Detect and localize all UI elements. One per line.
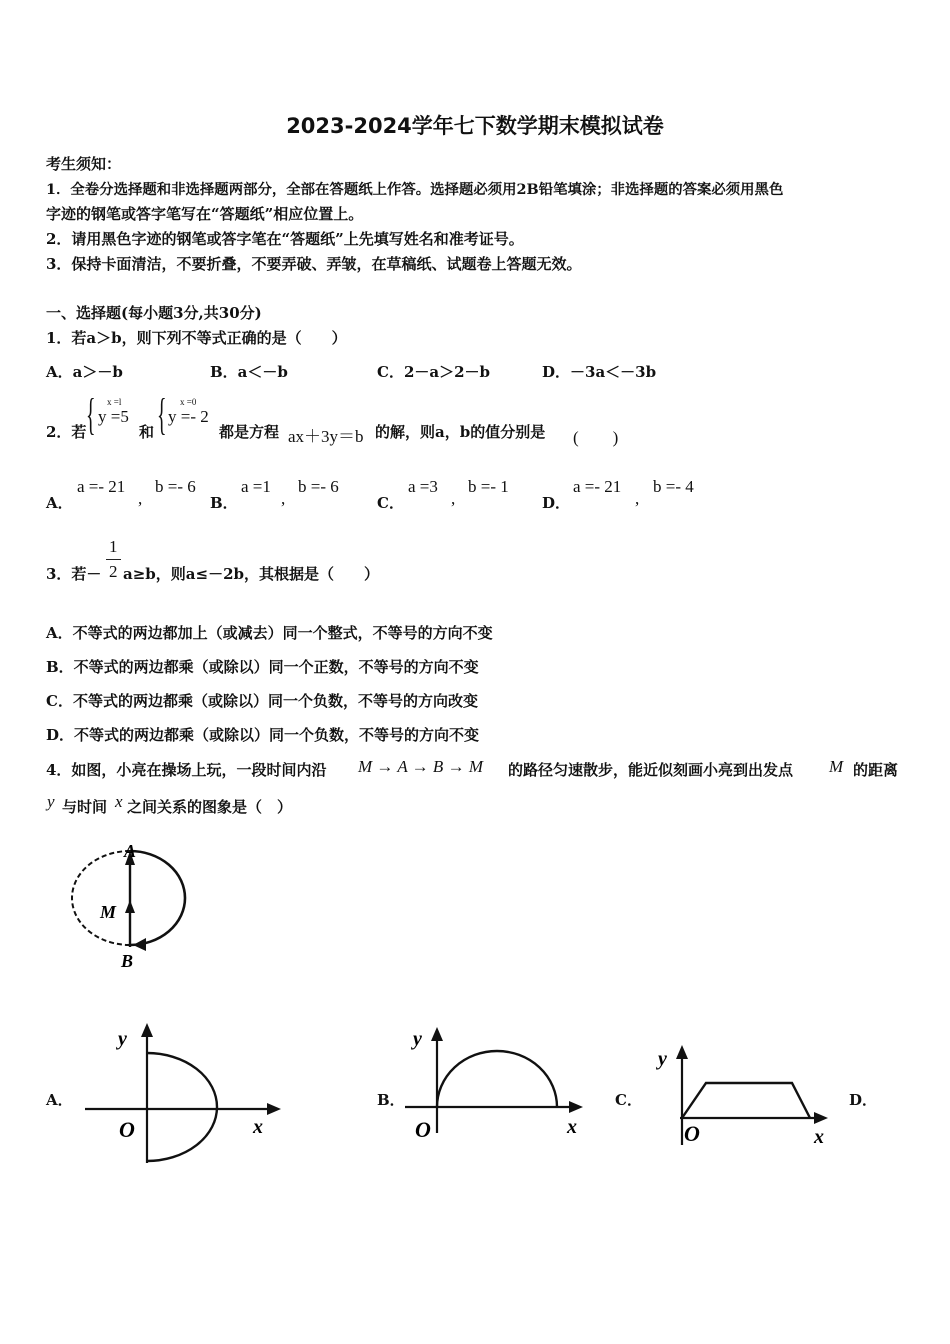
notice-line-2: 2．请用黑色字迹的钢笔或答字笔在“答题纸”上先填写姓名和准考证号。	[46, 230, 524, 248]
q2-label-c: C．	[377, 494, 404, 512]
q2-option-a-comma: ,	[138, 489, 143, 508]
q2-option-b-b: b =- 6	[298, 477, 339, 496]
q4-point-m: M	[829, 757, 844, 776]
y-label: y	[413, 1028, 422, 1050]
origin-label: O	[415, 1117, 431, 1142]
q4-stem-part-1: 4．如图，小亮在操场上玩，一段时间内沿	[46, 761, 327, 779]
q4-label-a: A．	[46, 1091, 73, 1109]
q2-system2-bottom: y =- 2	[168, 407, 209, 426]
q4-path: M → A → B → M	[358, 757, 483, 776]
q2-option-d-a: a =- 21	[573, 477, 622, 496]
q2-prefix: 2．若	[46, 423, 87, 441]
q1-option-c: C．2－a＞2－b	[377, 363, 491, 381]
notice-line-3: 3．保持卡面清洁，不要折叠，不要弄破、弄皱，在草稿纸、试题卷上答题无效。	[46, 255, 582, 273]
q2-system1-top: x =l	[107, 397, 122, 407]
q2-paren: ( )	[573, 428, 619, 447]
q2-option-b-a: a =1	[241, 477, 271, 496]
label-m: M	[100, 902, 117, 922]
q4-label-c: C．	[615, 1091, 642, 1109]
x-axis-arrow	[569, 1101, 583, 1113]
y-axis-arrow	[141, 1023, 153, 1037]
curve-b	[437, 1051, 557, 1107]
section-heading: 一、选择题(每小题3分,共30分)	[46, 304, 262, 322]
q2-equation: ax＋3y＝b	[288, 427, 364, 446]
page-title: 2023-2024学年七下数学期末模拟试卷	[286, 114, 664, 138]
y-axis-arrow	[431, 1027, 443, 1041]
q3-fraction-numerator: 1	[109, 537, 118, 556]
x-label: x	[567, 1116, 577, 1138]
q4-label-b: B．	[377, 1091, 405, 1109]
x-label: x	[253, 1116, 263, 1138]
q4-graph-c	[640, 1035, 840, 1150]
q4-graph-a	[85, 1015, 290, 1170]
notice-heading: 考生须知：	[46, 155, 122, 173]
q2-and: 和	[139, 423, 155, 441]
curve-c	[682, 1083, 810, 1118]
q4-graph-b	[405, 1015, 595, 1145]
q4-track-figure	[60, 835, 210, 975]
y-axis-arrow	[676, 1045, 688, 1059]
q2-option-c-a: a =3	[408, 477, 438, 496]
arrow-at-m	[125, 900, 135, 913]
q2-middle: 都是方程	[219, 423, 280, 441]
y-label: y	[118, 1028, 127, 1050]
q2-brace-1: {	[86, 390, 96, 439]
notice-line-1a: 1．全卷分选择题和非选择题两部分，全部在答题纸上作答。选择题必须用2B铅笔填涂；非选择题的答案必须用黑色	[46, 181, 784, 198]
q3-stem: a≥b，则a≤－2b，其根据是（ ）	[123, 565, 379, 583]
q2-option-d-b: b =- 4	[653, 477, 694, 496]
q4-stem-part-2: 的路径匀速散步，能近似刻画小亮到出发点	[508, 761, 794, 779]
origin-label: O	[684, 1121, 700, 1146]
q3-option-a: A．不等式的两边都加上（或减去）同一个整式，不等号的方向不变	[46, 624, 493, 642]
q1-stem: 1．若a＞b，则下列不等式正确的是（ ）	[46, 329, 347, 347]
q3-option-b: B．不等式的两边都乘（或除以）同一个正数，不等号的方向不变	[46, 658, 479, 676]
q2-label-d: D．	[542, 494, 571, 512]
q2-brace-2: {	[157, 390, 167, 439]
q3-prefix: 3．若－	[46, 565, 102, 583]
q4-var-x: x	[115, 792, 123, 811]
q3-option-c: C．不等式的两边都乘（或除以）同一个负数，不等号的方向改变	[46, 692, 478, 710]
q1-option-a: A．a＞－b	[46, 363, 123, 381]
q2-label-b: B．	[210, 494, 238, 512]
q3-fraction-bar	[106, 559, 121, 560]
label-a: A	[124, 841, 137, 861]
q4-var-y: y	[47, 792, 55, 811]
arrow-to-b	[133, 938, 146, 951]
q2-suffix: 的解，则a，b的值分别是	[375, 423, 546, 441]
origin-label: O	[119, 1117, 135, 1142]
track-solid-arc	[130, 851, 185, 945]
q3-option-d: D．不等式的两边都乘（或除以）同一个负数，不等号的方向不变	[46, 726, 480, 744]
q2-option-d-comma: ,	[635, 489, 640, 508]
q2-system2-top: x =0	[180, 397, 197, 407]
curve-a	[147, 1053, 217, 1161]
label-b: B	[121, 951, 134, 971]
q2-label-a: A．	[46, 494, 73, 512]
q2-system1-bottom: y =5	[98, 407, 129, 426]
q3-fraction-denominator: 2	[109, 562, 118, 581]
x-axis-arrow	[814, 1112, 828, 1124]
track-dashed-arc	[72, 851, 130, 945]
q2-option-a-a: a =- 21	[77, 477, 126, 496]
q1-option-d: D．－3a＜－3b	[542, 363, 657, 381]
q4-stem-part-3: 的距离	[853, 761, 899, 779]
q1-option-b: B．a＜－b	[210, 363, 288, 381]
q2-option-c-comma: ,	[451, 489, 456, 508]
q4-stem-part-4: 与时间	[62, 798, 108, 816]
x-axis-arrow	[267, 1103, 281, 1115]
q2-option-b-comma: ,	[281, 489, 286, 508]
q2-option-a-b: b =- 6	[155, 477, 196, 496]
q2-option-c-b: b =- 1	[468, 477, 509, 496]
x-label: x	[814, 1126, 824, 1148]
q4-stem-part-5: 之间关系的图象是（ ）	[127, 798, 293, 816]
notice-line-1b: 字迹的钢笔或答字笔写在“答题纸”相应位置上。	[46, 205, 364, 223]
q4-label-d: D．	[849, 1091, 878, 1109]
y-label: y	[658, 1048, 667, 1070]
